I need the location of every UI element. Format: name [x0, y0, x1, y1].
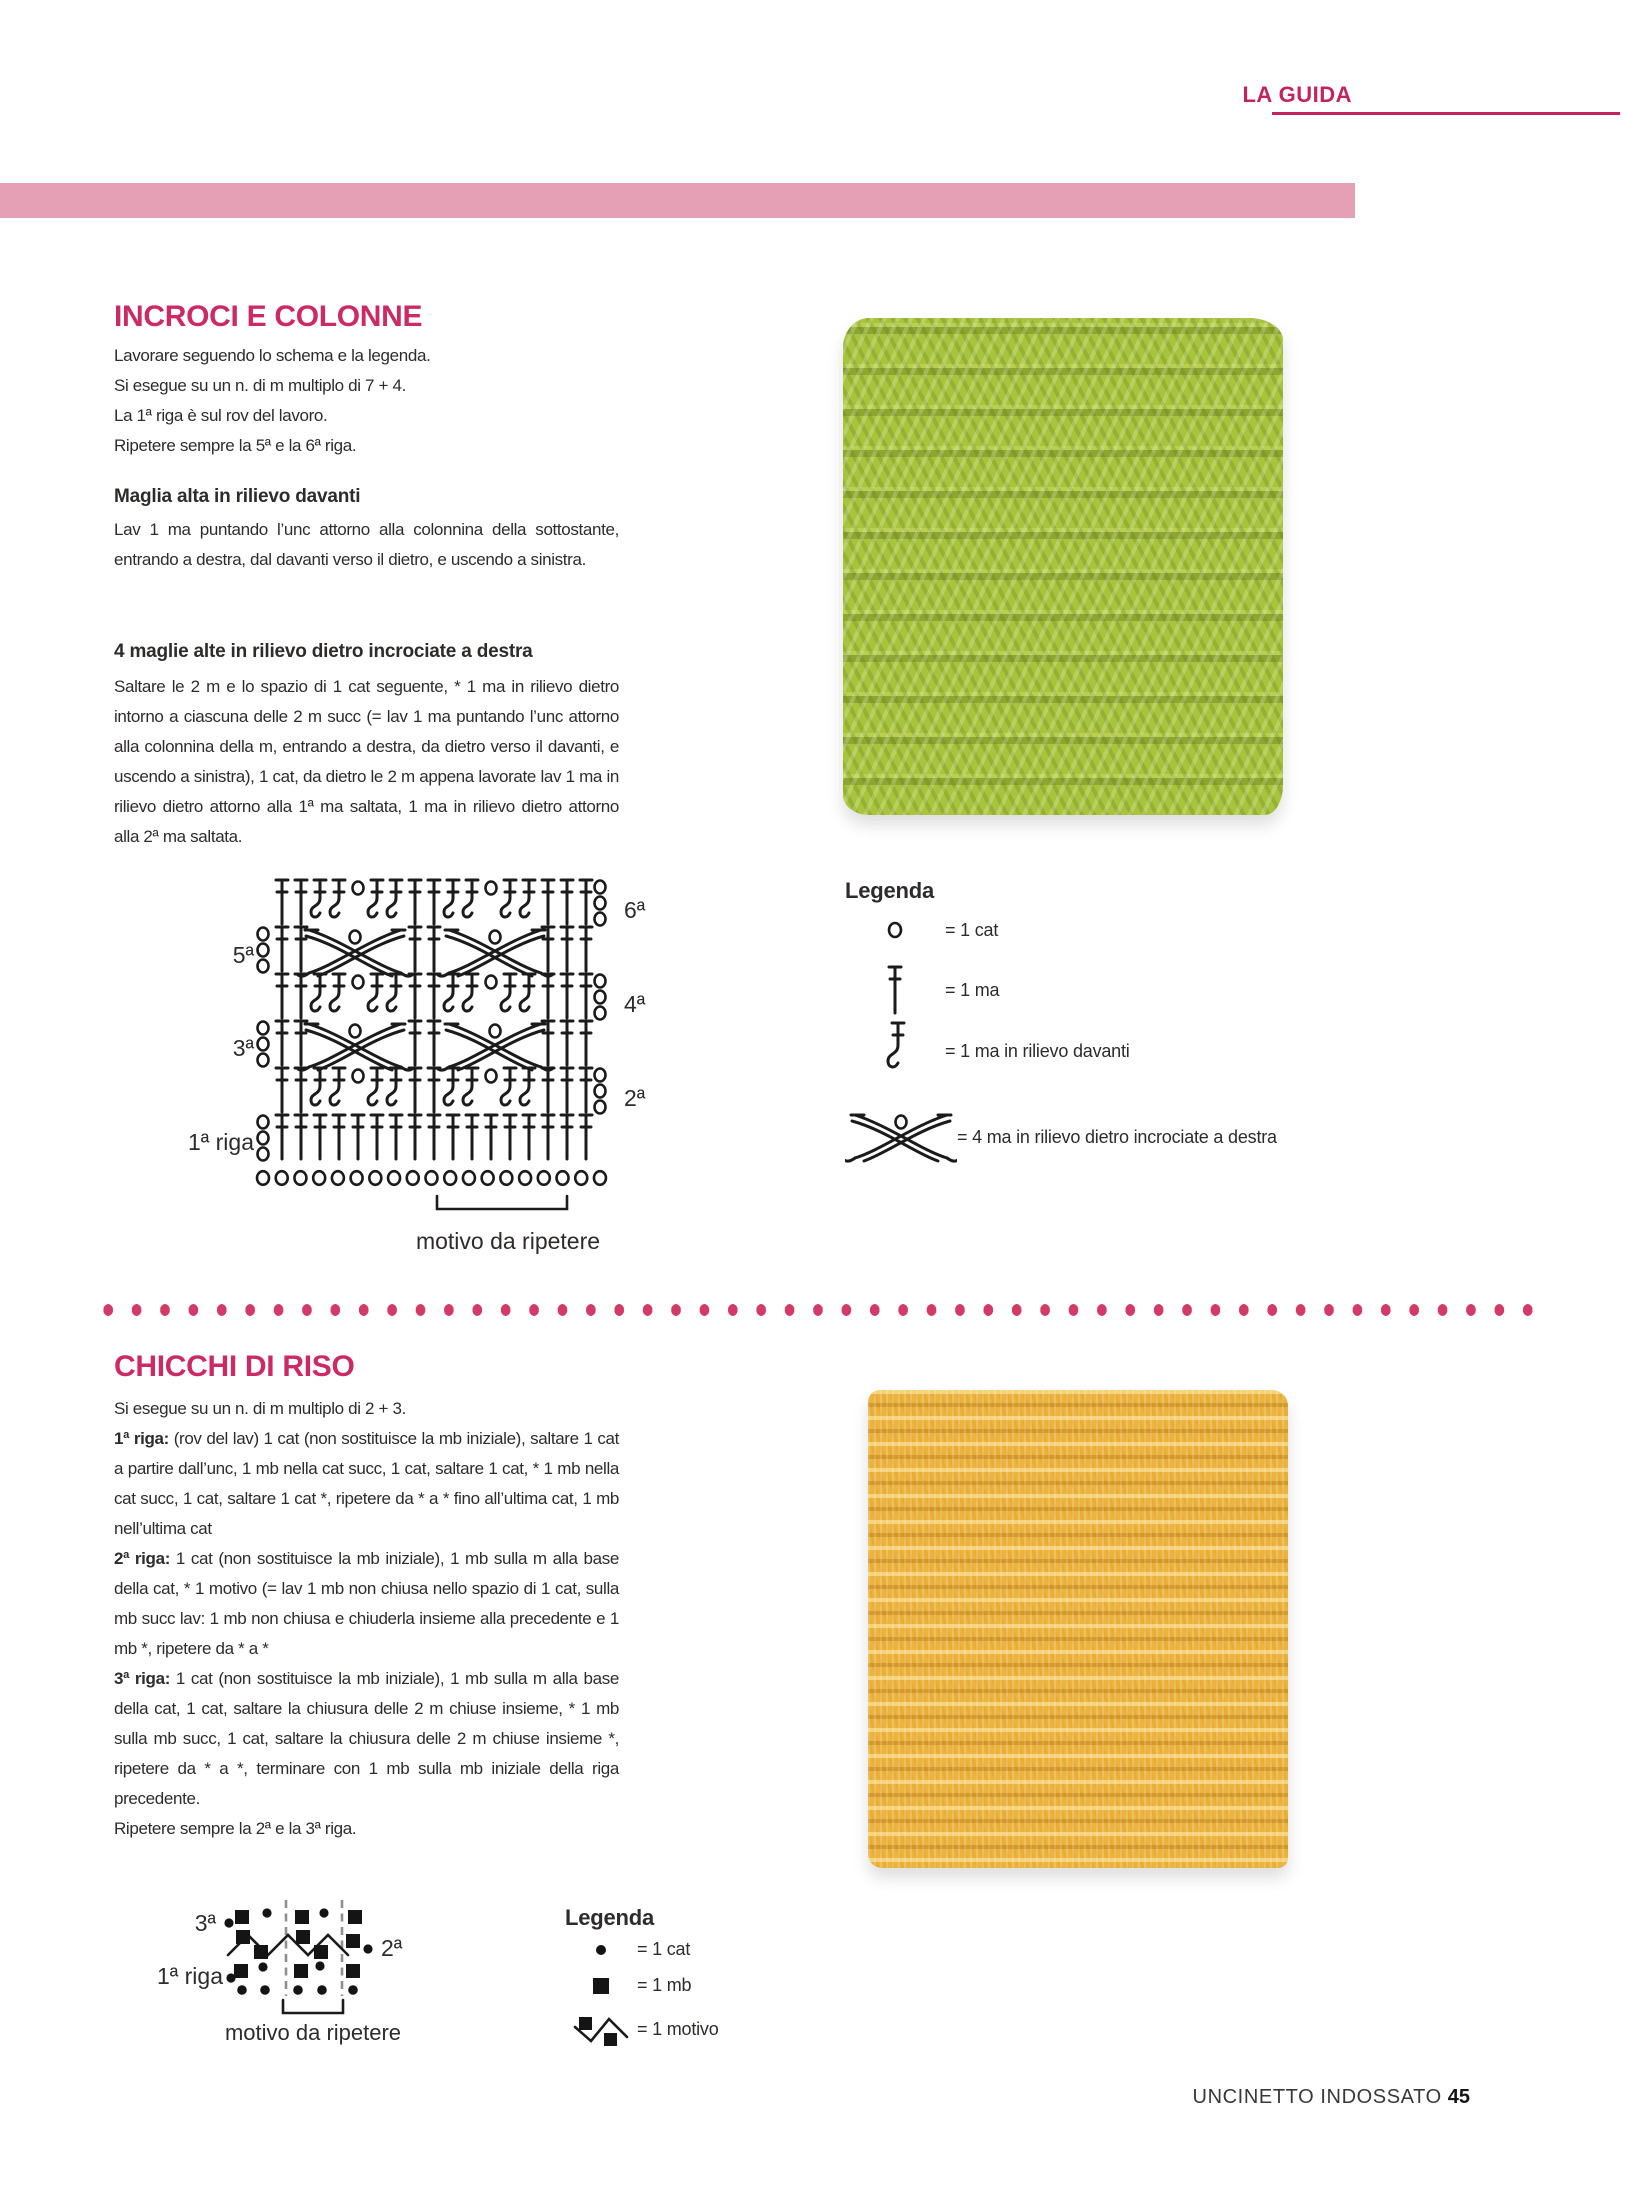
legend-item-label: = 1 motivo [637, 2018, 719, 2039]
dc-symbol [580, 974, 592, 1018]
single-crochet-square-icon [565, 1977, 637, 1995]
dc-symbol [428, 927, 440, 971]
chart2-row-label-3: 3ª [194, 1910, 216, 1936]
footer-title: UNCINETTO INDOSSATO [1192, 2086, 1442, 2108]
row-lead: 1ª riga: [114, 1429, 169, 1448]
fp-symbol [311, 1068, 326, 1105]
fp-symbol [330, 974, 345, 1011]
fp-symbol [463, 974, 478, 1011]
dotted-divider [94, 1303, 1542, 1317]
cc-symbol [595, 975, 606, 988]
chart1-row-label-2: 2ª [624, 1085, 646, 1111]
co-symbol [444, 1171, 456, 1185]
row-text: 1 cat (non sostituisce la mb iniziale), 1 mb sulla m alla base della cat, 1 cat, saltare la chiusura delle 2 m chiuse insieme, * 1 mb sulla mb succ, 1 cat, saltare la chiusura delle 2 m chiuse insieme *, ripetere da * a *, terminare con 1 mb sulla mb iniziale della riga precedente. [114, 1669, 619, 1808]
cc-symbol [258, 1148, 269, 1161]
section1-subhead-1: Maglia alta in rilievo davanti [114, 486, 361, 507]
chart2-repeat-label: motivo da ripetere [224, 2020, 402, 2045]
co-symbol [482, 1171, 494, 1185]
cc-symbol [353, 882, 364, 895]
row-text: (rov del lav) 1 cat (non sostituisce la mb iniziale), saltare 1 cat a partire dall’unc, 1 mb nella cat succ, 1 cat, saltare 1 cat, * 1 mb nella cat succ, 1 cat, saltare 1 cat *, ripetere da * a * fino all’ultima cat, 1 mb nell’ultima cat [114, 1429, 619, 1538]
section1-subhead-2: 4 maglie alte in rilievo dietro incrociate a destra [114, 641, 533, 662]
co-symbol [369, 1171, 381, 1185]
repeat-bracket [437, 1196, 567, 1209]
chart2-row-label-1: 1ª riga [156, 1963, 223, 1989]
cc-symbol [258, 944, 269, 957]
dc-symbol [580, 1021, 592, 1065]
xm-symbol [438, 1024, 552, 1070]
dc-symbol [580, 1115, 592, 1159]
co-symbol [407, 1171, 419, 1185]
legend-item-label: = 4 ma in rilievo dietro incrociate a destra [957, 1126, 1277, 1147]
dc-symbol [542, 927, 554, 971]
dc-symbol [542, 1021, 554, 1065]
header-rule [1272, 112, 1620, 115]
section2-body [114, 1394, 619, 1844]
dc-symbol [276, 974, 288, 1018]
cc-symbol [486, 976, 497, 989]
cc-symbol [595, 913, 606, 926]
cc-symbol [595, 991, 606, 1004]
dc-symbol [409, 927, 421, 971]
motivo-icon [565, 2009, 637, 2049]
fp-symbol [520, 880, 535, 917]
cc-symbol [258, 928, 269, 941]
fp-symbol [520, 1068, 535, 1105]
section1-title: INCROCI E COLONNE [114, 300, 423, 333]
page-footer [1193, 2086, 1470, 2109]
co-symbol [500, 1171, 512, 1185]
paragraph: Lav 1 ma puntando l’unc attorno alla colonnina della sottostante, entrando a destra, dal davanti verso il dietro, e uscendo a sinistra. [114, 520, 619, 569]
co-symbol [332, 1171, 344, 1185]
dc-symbol [295, 1068, 307, 1112]
chain-dot-icon [565, 1943, 637, 1957]
co-symbol [276, 1171, 288, 1185]
dc-symbol [295, 974, 307, 1018]
dc-symbol [409, 880, 421, 924]
fp-symbol [444, 1068, 459, 1105]
dc-symbol [276, 1115, 288, 1159]
chart1-stitch-symbols [257, 880, 606, 1185]
dc-symbol [295, 880, 307, 924]
crossed-stitch-chart [130, 866, 670, 1264]
yellow-crochet-swatch-photo [868, 1390, 1288, 1868]
dc-symbol [314, 1115, 326, 1159]
chart1-repeat-label: motivo da ripetere [415, 1228, 601, 1254]
dc-symbol [485, 1115, 497, 1159]
dc-symbol [409, 1068, 421, 1112]
xm-symbol [298, 930, 412, 976]
fp-symbol [387, 880, 402, 917]
legend-item-label: = 1 ma in rilievo davanti [945, 1040, 1130, 1061]
front-post-dc-icon [845, 1020, 945, 1082]
dc-symbol [276, 880, 288, 924]
fp-symbol [520, 974, 535, 1011]
cc-symbol [595, 1069, 606, 1082]
fp-symbol [387, 974, 402, 1011]
dc-symbol [276, 1068, 288, 1112]
intro-line: Ripetere sempre la 5ª e la 6ª riga. [114, 436, 357, 455]
legend-item-label: = 1 cat [637, 1939, 691, 1959]
dc-symbol [561, 1115, 573, 1159]
fp-symbol [387, 1068, 402, 1105]
cc-symbol [595, 897, 606, 910]
dc-symbol [352, 1115, 364, 1159]
pink-band [0, 183, 1355, 218]
dc-symbol [542, 974, 554, 1018]
cc-symbol [595, 1007, 606, 1020]
dc-symbol [561, 927, 573, 971]
dc-symbol [561, 1021, 573, 1065]
dc-symbol [409, 1115, 421, 1159]
dc-symbol [561, 1068, 573, 1112]
cc-symbol [486, 1070, 497, 1083]
dc-symbol [390, 1115, 402, 1159]
xm-symbol [298, 1024, 412, 1070]
crossed-4dc-icon [845, 1106, 957, 1168]
cc-symbol [353, 976, 364, 989]
section1-sub1-body [114, 515, 619, 575]
legend-title: Legenda [565, 1905, 655, 1930]
green-crochet-swatch-photo [843, 318, 1283, 815]
dc-symbol [333, 1115, 345, 1159]
section2-outro: Ripetere sempre la 2ª e la 3ª riga. [114, 1819, 357, 1838]
co-symbol [388, 1171, 400, 1185]
legend-seed-stitch [565, 1905, 865, 2055]
cc-symbol [258, 1116, 269, 1129]
fp-symbol [368, 974, 383, 1011]
chart1-row-label-3: 3ª [232, 1035, 254, 1061]
row-instruction [114, 1544, 619, 1664]
legend-title: Legenda [845, 878, 935, 903]
fp-symbol [463, 1068, 478, 1105]
fp-symbol [501, 1068, 516, 1105]
dc-symbol [409, 974, 421, 1018]
fp-symbol [444, 880, 459, 917]
co-symbol [313, 1171, 325, 1185]
cc-symbol [486, 882, 497, 895]
dc-symbol [295, 927, 307, 971]
dc-symbol [580, 927, 592, 971]
dc-symbol [580, 880, 592, 924]
fp-symbol [311, 880, 326, 917]
section2-intro: Si esegue su un n. di m multiplo di 2 + 3. [114, 1399, 406, 1418]
legend-item-label: = 1 ma [945, 979, 1000, 1000]
cc-symbol [258, 1022, 269, 1035]
section1-sub2-body [114, 672, 619, 852]
legend-item-label: = 1 mb [637, 1975, 692, 1995]
chart1-row-label-5: 5ª [232, 942, 254, 968]
dc-symbol [447, 1115, 459, 1159]
dc-symbol [428, 1068, 440, 1112]
co-symbol [557, 1171, 569, 1185]
dc-symbol [276, 1021, 288, 1065]
dc-symbol [542, 1068, 554, 1112]
dc-symbol [428, 880, 440, 924]
intro-line: La 1ª riga è sul rov del lavoro. [114, 406, 328, 425]
row-lead: 2ª riga: [114, 1549, 170, 1568]
dc-symbol [276, 927, 288, 971]
chart1-row-label-1: 1ª riga [187, 1129, 254, 1155]
fp-symbol [501, 974, 516, 1011]
dc-symbol [371, 1115, 383, 1159]
intro-line: Si esegue su un n. di m multiplo di 7 + 4. [114, 376, 406, 395]
dc-symbol [504, 1115, 516, 1159]
seed-stitch-chart [110, 1892, 450, 2052]
dc-symbol [542, 880, 554, 924]
dc-symbol [428, 1021, 440, 1065]
fp-symbol [368, 880, 383, 917]
co-symbol [463, 1171, 475, 1185]
cc-symbol [595, 881, 606, 894]
legend-item-label: = 1 cat [945, 919, 999, 940]
dc-symbol [523, 1115, 535, 1159]
cc-symbol [353, 1070, 364, 1083]
cc-symbol [595, 1101, 606, 1114]
fp-symbol [463, 880, 478, 917]
chart1-row-label-4: 4ª [624, 991, 646, 1017]
double-crochet-icon [845, 964, 945, 1016]
chart2-row-label-2: 2ª [381, 1935, 403, 1961]
row-instruction [114, 1424, 619, 1544]
xm-symbol [438, 930, 552, 976]
chart1-row-label-6: 6ª [624, 897, 646, 923]
row-text: 1 cat (non sostituisce la mb iniziale), 1 mb sulla m alla base della cat, * 1 motivo (= lav 1 mb non chiusa nello spazio di 1 cat, sulla mb succ lav: 1 mb non chiusa e chiuderla insieme alla precedente e 1 mb *, ripetere da * a * [114, 1549, 619, 1658]
section2-title: CHICCHI DI RISO [114, 1350, 355, 1383]
cc-symbol [258, 960, 269, 973]
fp-symbol [501, 880, 516, 917]
legend-crossed-stitches [845, 878, 1585, 1208]
co-symbol [519, 1171, 531, 1185]
dc-symbol [561, 880, 573, 924]
co-symbol [538, 1171, 550, 1185]
co-symbol [425, 1171, 437, 1185]
chain-circle-icon [845, 918, 945, 942]
fp-symbol [444, 974, 459, 1011]
dc-symbol [428, 1115, 440, 1159]
fp-symbol [311, 974, 326, 1011]
co-symbol [351, 1171, 363, 1185]
dc-symbol [466, 1115, 478, 1159]
co-symbol [575, 1171, 587, 1185]
co-symbol [257, 1171, 269, 1185]
row-lead: 3ª riga: [114, 1669, 170, 1688]
cc-symbol [258, 1054, 269, 1067]
co-symbol [594, 1171, 606, 1185]
fp-symbol [368, 1068, 383, 1105]
dc-symbol [295, 1021, 307, 1065]
dc-symbol [409, 1021, 421, 1065]
page-header-label: LA GUIDA [1242, 82, 1352, 107]
cc-symbol [595, 1085, 606, 1098]
paragraph: Saltare le 2 m e lo spazio di 1 cat seguente, * 1 ma in rilievo dietro intorno a ciascuna delle 2 m succ (= lav 1 ma puntando l’unc attorno alla colonnina della m, entrando a destra, da dietro verso il davanti, e uscendo a sinistra), 1 cat, da dietro le 2 m appena lavorate lav 1 ma in rilievo dietro attorno alla 1ª ma saltata, 1 ma in rilievo dietro attorno alla 2ª ma saltata. [114, 677, 619, 846]
dc-symbol [295, 1115, 307, 1159]
intro-line: Lavorare seguendo lo schema e la legenda. [114, 346, 431, 365]
page-number: 45 [1447, 2086, 1470, 2108]
section1-intro [114, 341, 619, 461]
row-instruction [114, 1664, 619, 1814]
dc-symbol [561, 974, 573, 1018]
dc-symbol [428, 974, 440, 1018]
dc-symbol [542, 1115, 554, 1159]
co-symbol [294, 1171, 306, 1185]
fp-symbol [330, 1068, 345, 1105]
cc-symbol [258, 1132, 269, 1145]
cc-symbol [258, 1038, 269, 1051]
fp-symbol [330, 880, 345, 917]
repeat-bracket [283, 2000, 343, 2013]
dc-symbol [580, 1068, 592, 1112]
